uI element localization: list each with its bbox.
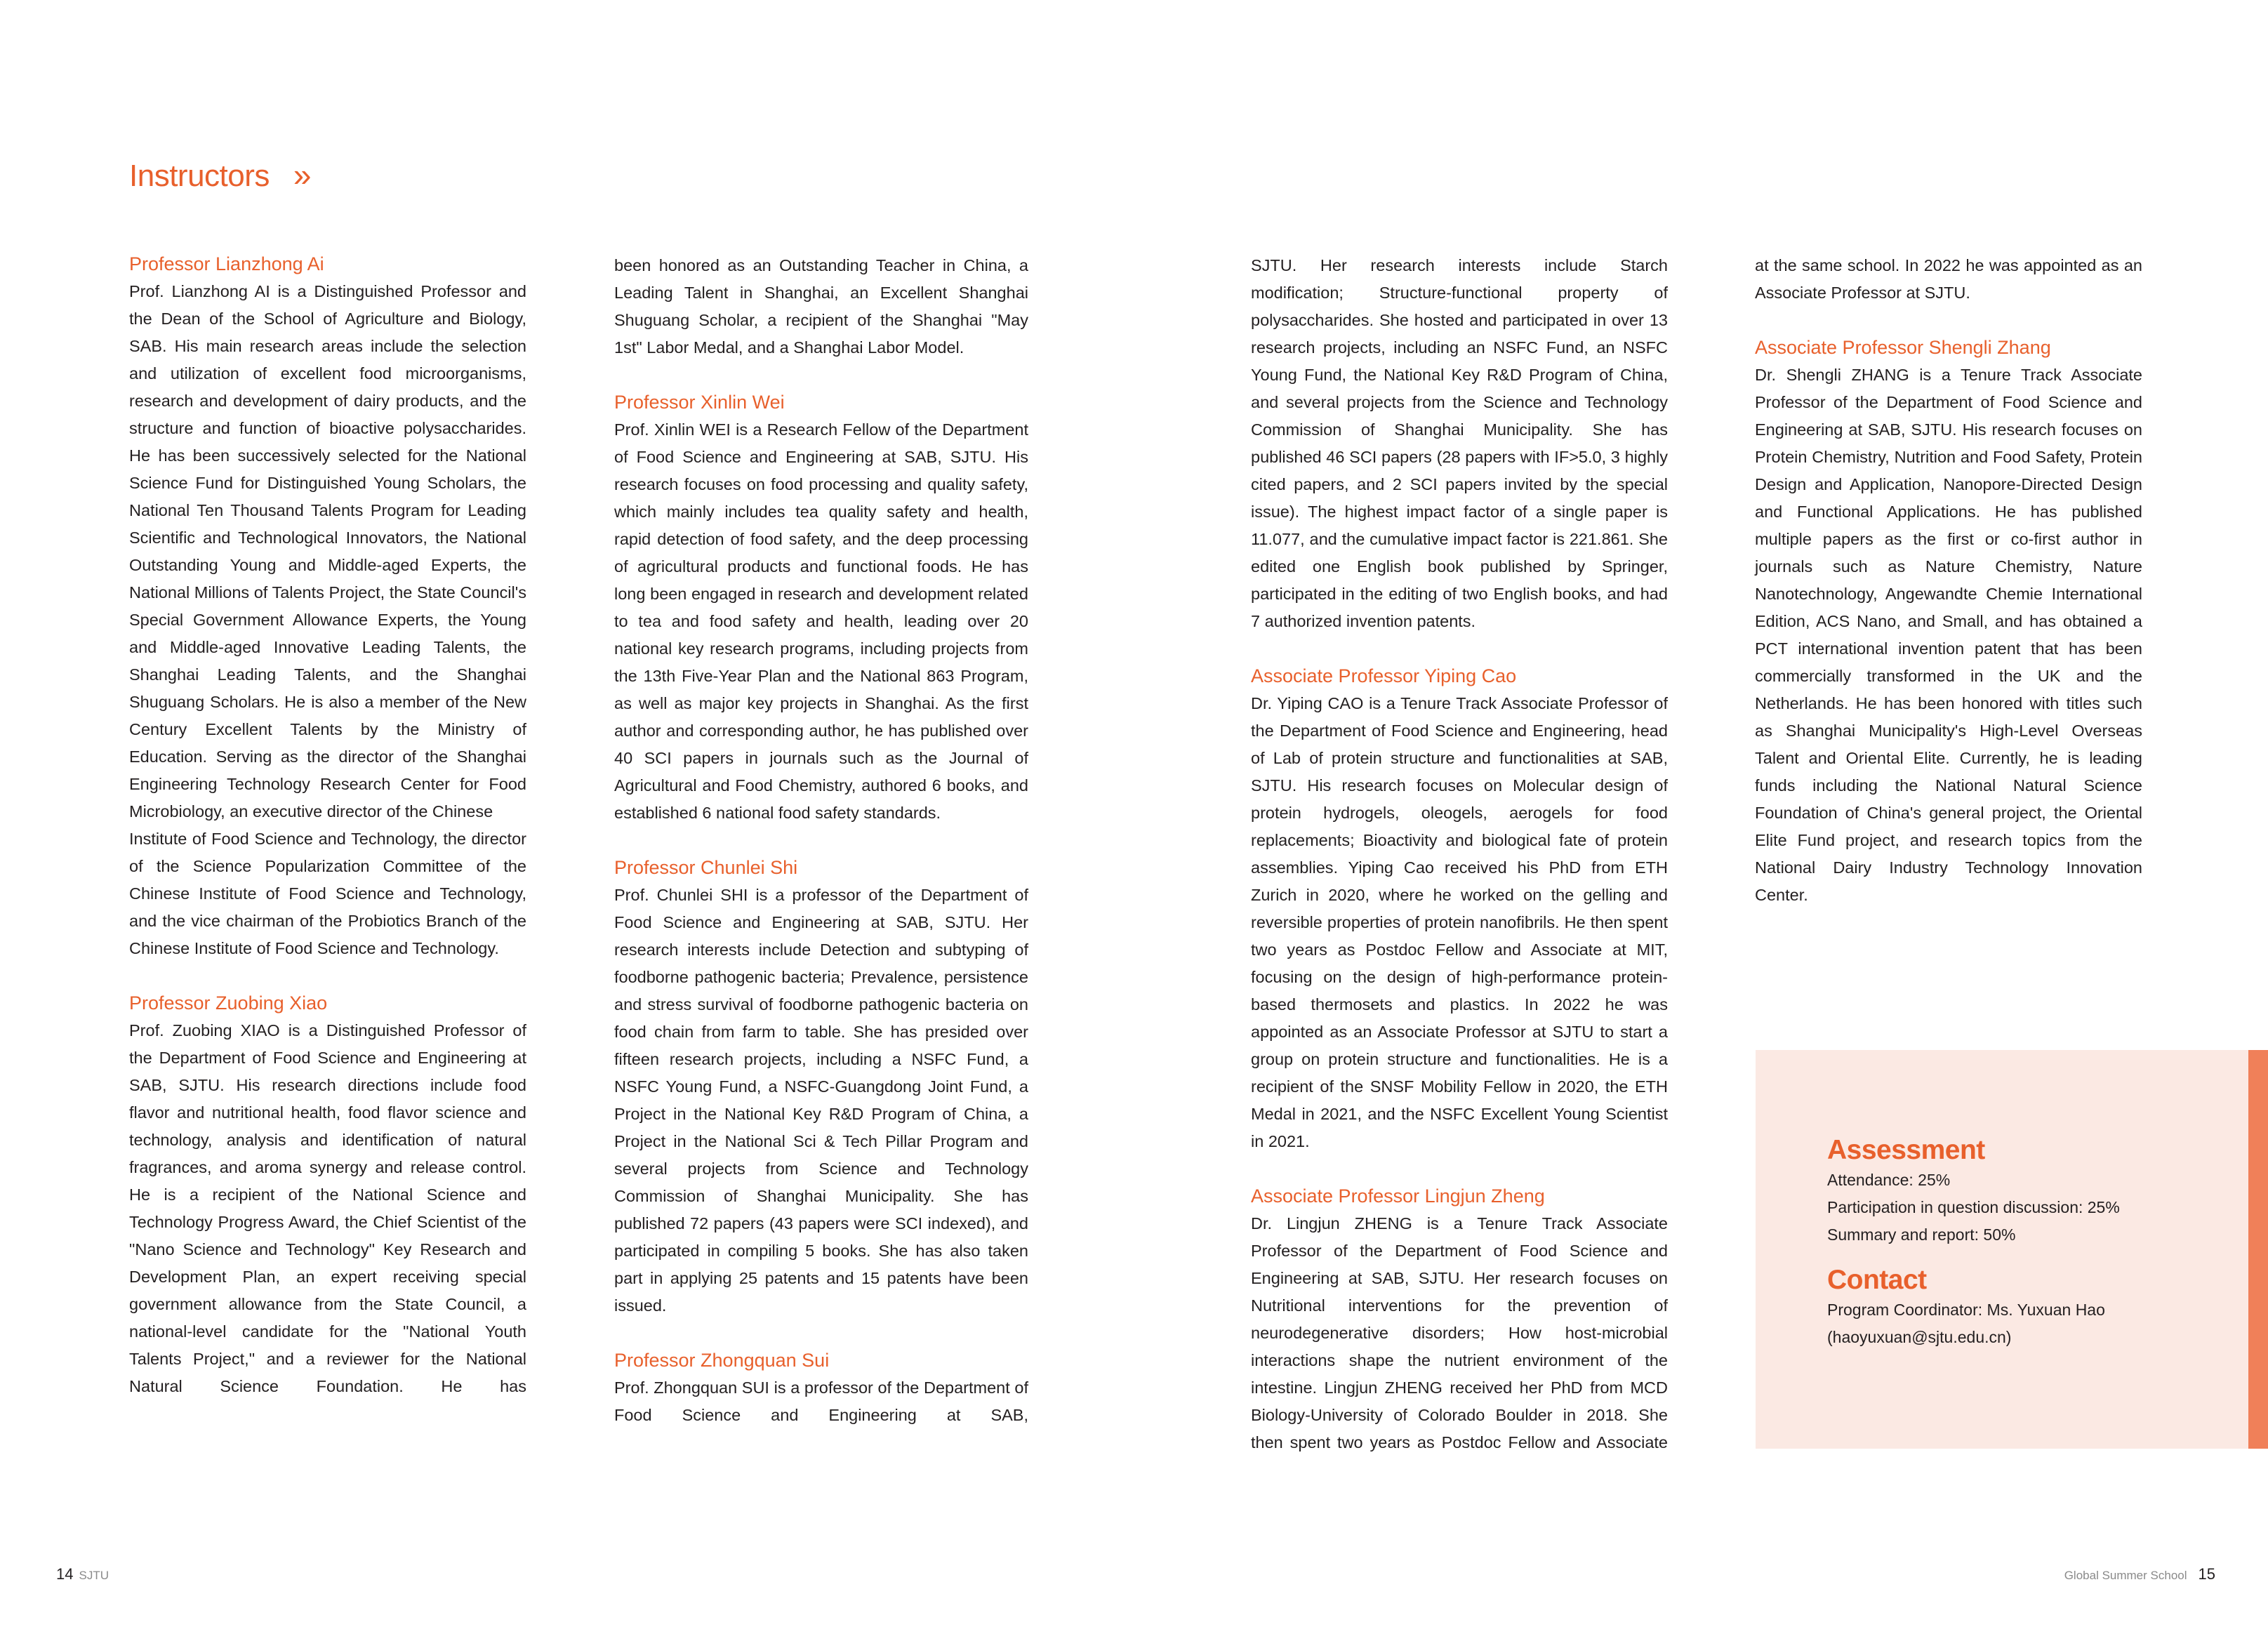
contact-coordinator: Program Coordinator: Ms. Yuxuan Hao [1827, 1301, 2105, 1319]
text-column-1 [129, 251, 526, 1428]
instructor-name: Professor Xinlin Wei [614, 392, 785, 413]
text-column-3 [1251, 252, 1668, 1484]
footer-left [56, 1565, 109, 1583]
page-title [129, 156, 311, 194]
text-column-2 [614, 252, 1028, 1456]
instructor-name: Professor Zhongquan Sui [614, 1350, 830, 1371]
instructor-bio: Dr. Yiping CAO is a Tenure Track Associate Professor of the Department of Food Science and Engineering, head of Lab of protein structure and functionalities at SAB, SJTU. His research focuses on Molecular design of protein hydrogels, oleogels, aerogels for food replacements; Bioactivity and biological fate of protein assemblies. Yiping Cao received his PhD from ETH Zurich in 2020, where he worked on the gelling and reversible properties of protein nanofibrils. He then spent two years as Postdoc Fellow and Associate at MIT, focusing on the design of high-performance protein-based thermosets and plastics. In 2022 he was appointed as an Associate Professor at SJTU to start a group on protein structure and functionalities. He is a recipient of the SNSF Mobility Fellow in 2020, the ETH Medal in 2021, and the NSFC Excellent Young Scientist in 2021. [1251, 694, 1668, 1150]
instructor-bio: been honored as an Outstanding Teacher in China, a Leading Talent in Shanghai, an Excellent Shanghai Shuguang Scholar, a recipient of the Shanghai "May 1st" Labor Medal, and a Shanghai Labor Model. [614, 256, 1028, 357]
instructor-bio: Prof. Chunlei SHI is a professor of the Department of Food Science and Engineering at SAB, SJTU. Her research interests include Detection and subtyping of foodborne pathogenic bacteria; Prevalence, persistence and stress survival of foodborne pathogenic bacteria on food chain from farm to table. She has presided over fifteen research projects, including a NSFC Fund, a NSFC Young Fund, a NSFC-Guangdong Joint Fund, a Project in the National Key R&D Program of China, a Project in the National Sci & Tech Pillar Program and several projects from Science and Technology Commission of Shanghai Municipality. She has published 72 papers (43 papers were SCI indexed), and participated in compiling 5 books. She has also taken part in applying 25 patents and 15 patents have been issued. [614, 886, 1028, 1315]
instructor-name: Associate Professor Yiping Cao [1251, 665, 1517, 686]
instructor-bio: at the same school. In 2022 he was appointed as an Associate Professor at SJTU. [1755, 256, 2142, 302]
assessment-item-summary: Summary and report: 50% [1827, 1225, 2016, 1244]
instructor-bio: Prof. Xinlin WEI is a Research Fellow of the Department of Food Science and Engineering at SAB, SJTU. His research focuses on food processing and quality safety, which mainly includes tea quality safety and health, rapid detection of food safety, and the deep processing of agricultural products and functional foods. He has long been engaged in research and development related to tea and food safety and health, leading over 20 national key research programs, including projects from the 13th Five-Year Plan and the National 863 Program, as well as major key projects in Shanghai. As the first author and corresponding author, he has published over 40 SCI papers in journals such as the Journal of Agricultural and Food Chemistry, authored 6 books, and established 6 national food safety standards. [614, 420, 1028, 822]
instructor-bio: SJTU. Her research interests include Starch modification; Structure-functional property of polysaccharides. She hosted and participated in over 13 research projects, including an NSFC Fund, an NSFC Young Fund, the National Key R&D Program of China, and several projects from the Science and Technology Commission of Shanghai Municipality. She has published 46 SCI papers (28 papers with IF>5.0, 3 highly cited papers, and 2 SCI papers invited by the special issue). The highest impact factor of a single paper is 11.077, and the cumulative impact factor is 221.861. She edited one English book published by Springer, participated in the editing of two English books, and had 7 authorized invention patents. [1251, 256, 1668, 630]
instructor-bio: Prof. Zhongquan SUI is a professor of the Department of Food Science and Engineering at SAB, [614, 1378, 1028, 1424]
double-chevron-right-icon: » [293, 157, 311, 193]
instructor-bio: Prof. Lianzhong AI is a Distinguished Professor and the Dean of the School of Agriculture and Biology, SAB. His main research areas include the selection and utilization of excellent food microorganisms, research and development of dairy products, and the structure and function of bioactive polysaccharides. He has been successively selected for the National Science Fund for Distinguished Young Scholars, the National Ten Thousand Talents Program for Leading Scientific and Technological Innovators, the National Outstanding Young and Middle-aged Experts, the National Millions of Talents Project, the State Council's Special Government Allowance Experts, the Young and Middle-aged Innovative Leading Talents, the Shanghai Leading Talents, and the Shanghai Shuguang Scholars. He is also a member of the New Century Excellent Talents by the Ministry of Education. Serving as the director of the Shanghai Engineering Technology Research Center for Food Microbiology, an executive director of the Chinese [129, 282, 526, 820]
footer-label-right: Global Summer School [2064, 1569, 2187, 1582]
instructor-entry-shengli-zhang [1755, 334, 2142, 909]
instructor-bio-continued [614, 252, 1028, 361]
accent-stripe [2248, 1050, 2268, 1449]
page-title-text: Instructors [129, 159, 270, 193]
contact-section [1827, 1264, 2120, 1351]
instructor-entry-lingjun-zheng [1251, 1183, 1668, 1456]
instructor-bio: Institute of Food Science and Technology, the director of the Science Popularization Committee of the Chinese Institute of Food Science and Technology, and the vice chairman of the Probiotics Branch of the Chinese Institute of Food Science and Technology. [129, 830, 526, 957]
instructor-name: Associate Professor Shengli Zhang [1755, 337, 2051, 358]
page-number-left: 14 [56, 1565, 74, 1583]
instructor-name: Associate Professor Lingjun Zheng [1251, 1185, 1545, 1207]
contact-title: Contact [1827, 1265, 1927, 1295]
info-box-content [1827, 1134, 2120, 1351]
instructor-bio: Dr. Lingjun ZHENG is a Tenure Track Associate Professor of the Department of Food Science and Engineering at SAB, SJTU. Her research focuses on Nutritional interventions for the prevention of neurodegenerative disorders; How host-microbial interactions shape the nutrient environment of the intestine. Lingjun ZHENG received her PhD from MCD Biology-University of Colorado Boulder in 2018. She then spent two years as Postdoc Fellow and Associate [1251, 1214, 1668, 1451]
footer-right [2064, 1565, 2215, 1583]
instructor-bio: Prof. Zuobing XIAO is a Distinguished Professor of the Department of Food Science and Engineering at SAB, SJTU. His research directions include food flavor and nutritional health, food flavor science and technology, analysis and identification of natural fragrances, and aroma synergy and release control. He is a recipient of the National Science and Technology Progress Award, the Chief Scientist of the "Nano Science and Technology" Key Research and Development Plan, an expert receiving special government allowance from the State Council, a national-level candidate for the "National Youth Talents Project," and a reviewer for the National Natural Science Foundation. He has [129, 1021, 526, 1395]
instructor-name: Professor Chunlei Shi [614, 857, 798, 878]
contact-email[interactable]: (haoyuxuan@sjtu.edu.cn) [1827, 1328, 2012, 1346]
instructor-entry-zhongquan-sui [614, 1347, 1028, 1429]
assessment-section [1827, 1134, 2120, 1249]
instructor-entry-lianzhong-ai [129, 251, 526, 962]
instructor-entry-zuobing-xiao [129, 990, 526, 1400]
assessment-item-participation: Participation in question discussion: 25% [1827, 1198, 2120, 1216]
instructor-name: Professor Lianzhong Ai [129, 253, 324, 274]
instructor-bio-continued [1755, 252, 2142, 307]
page-number-right: 15 [2198, 1565, 2215, 1583]
text-column-4 [1755, 252, 2142, 936]
assessment-item-attendance: Attendance: 25% [1827, 1171, 1951, 1189]
instructor-bio: Dr. Shengli ZHANG is a Tenure Track Associate Professor of the Department of Food Science and Engineering at SAB, SJTU. His research focuses on Protein Chemistry, Nutrition and Food Safety, Protein Design and Application, Nanopore-Directed Design and Functional Applications. He has published multiple papers as the first or co-first author in journals such as Nature Chemistry, Nature Nanotechnology, Angewandte Chemie International Edition, ACS Nano, and Small, and has obtained a PCT international invention patent that has been commercially transformed in the UK and the Netherlands. He has been honored with titles such as Shanghai Municipality's High-Level Overseas Talent and Oriental Elite. Currently, he is leading funds including the National Natural Science Foundation of China's general project, the Oriental Elite Fund project, and research topics from the National Dairy Industry Technology Innovation Center. [1755, 366, 2142, 904]
instructor-bio-continued [1251, 252, 1668, 635]
assessment-contact-box [1756, 1050, 2248, 1449]
instructor-entry-chunlei-shi [614, 854, 1028, 1320]
instructor-entry-yiping-cao [1251, 663, 1668, 1155]
assessment-title: Assessment [1827, 1135, 1985, 1165]
instructor-name: Professor Zuobing Xiao [129, 992, 328, 1014]
footer-label-left: SJTU [79, 1569, 109, 1582]
instructor-entry-xinlin-wei [614, 389, 1028, 827]
